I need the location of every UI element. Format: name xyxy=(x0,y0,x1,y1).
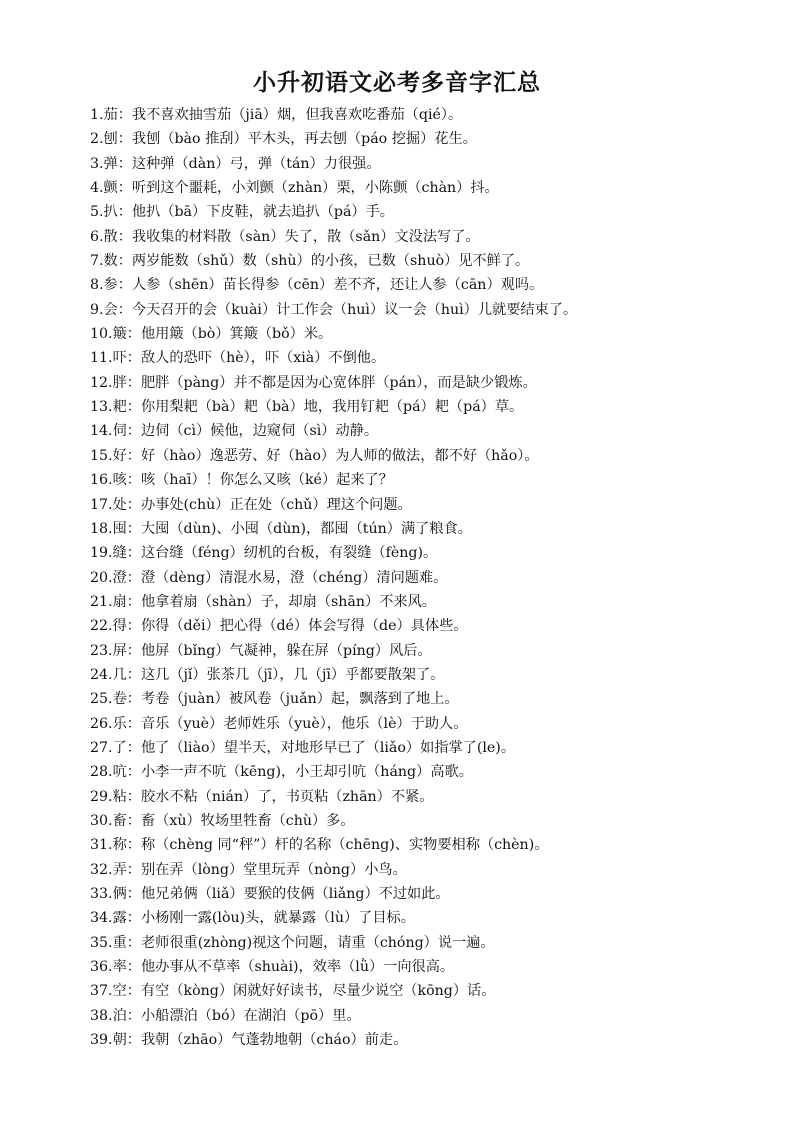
list-item: 28.吭：小李一声不吭（kēng)，小王却引吭（háng）高歌。 xyxy=(90,764,473,781)
list-item: 7.数：两岁能数（shǔ）数（shù）的小孩，已数（shuò）见不鲜了。 xyxy=(90,253,530,270)
polyphone-list xyxy=(90,103,770,1052)
list-item: 16.咳：咳（haī）！你怎么又咳（ké）起来了？ xyxy=(90,472,393,489)
list-item: 34.露：小杨刚一露(lòu)头，就暴露（lù）了目标。 xyxy=(90,910,415,927)
list-item: 19.缝：这台缝（féng）纫机的台板，有裂缝（fèng)。 xyxy=(90,545,438,562)
list-item: 9.会：今天召开的会（kuài）计工作会（huì）议一会（huì）儿就要结束了。 xyxy=(90,301,578,318)
list-item: 2.刨：我刨（bào 推刮）平木头，再去刨（páo 挖掘）花生。 xyxy=(90,131,477,148)
list-item: 12.胖：肥胖（pàng）并不都是因为心宽体胖（pán），而是缺少锻炼。 xyxy=(90,374,537,391)
list-item: 39.朝：我朝（zhāo）气蓬勃地朝（cháo）前走。 xyxy=(90,1032,408,1049)
list-item: 32.弄：别在弄（lòng）堂里玩弄（nòng）小鸟。 xyxy=(90,861,407,878)
list-item: 38.泊：小船漂泊（bó）在湖泊（pō）里。 xyxy=(90,1007,361,1024)
list-item: 31.称：称（chèng 同“秤”）杆的名称（chēng)、实物要相称（chèn)。 xyxy=(90,837,549,854)
list-item: 21.扇：他拿着扇（shàn）子，却扇（shān）不来风。 xyxy=(90,593,436,610)
list-item: 4.颤：听到这个噩耗，小刘颤（zhàn）栗，小陈颤（chàn）抖。 xyxy=(90,180,499,197)
list-item: 14.伺：边伺（cì）候他，边窥伺（sì）动静。 xyxy=(90,423,379,440)
list-item: 1.茄：我不喜欢抽雪茄（jiā）烟，但我喜欢吃番茄（qié）。 xyxy=(90,107,463,123)
list-item: 35.重：老师很重(zhòng)视这个问题，请重（chóng）说一遍。 xyxy=(90,934,495,951)
page-title: 小升初语文必考多音字汇总 xyxy=(253,70,541,96)
list-item: 10.簸：他用簸（bò）箕簸（bǒ）米。 xyxy=(90,326,333,343)
list-item: 18.囤：大囤（dùn)、小囤（dùn)，都囤（tún）满了粮食。 xyxy=(90,520,472,537)
list-item: 20.澄：澄（dèng）清混水易，澄（chéng）清问题难。 xyxy=(90,569,448,586)
list-item: 29.粘：胶水不粘（nián）了，书页粘（zhān）不紧。 xyxy=(90,788,434,805)
list-item: 5.扒：他扒（bā）下皮鞋，就去追扒（pá）手。 xyxy=(90,204,394,221)
list-item: 15.好：好（hào）逸恶劳、好（hào）为人师的做法，都不好（hǎo）。 xyxy=(90,447,539,464)
list-item: 33.俩：他兄弟俩（liǎ）要猴的伎俩（liǎng）不过如此。 xyxy=(90,886,450,902)
list-item: 36.率：他办事从不草率（shuài)，效率（lǜ）一向很高。 xyxy=(90,959,455,976)
list-item: 24.几：这几（jǐ）张茶几（jī），几（jī）乎都要散架了。 xyxy=(90,666,445,683)
list-item: 23.屏：他屏（bǐng）气凝神，躲在屏（píng）风后。 xyxy=(90,642,432,659)
list-item: 11.吓：敌人的恐吓（hè），吓（xià）不倒他。 xyxy=(90,350,386,367)
list-item: 13.耙：你用梨耙（bà）耙（bà）地，我用钉耙（pá）耙（pá）草。 xyxy=(90,399,524,416)
list-item: 17.处：办事处(chù）正在处（chǔ）理这个问题。 xyxy=(90,496,412,513)
list-item: 3.弹：这种弹（dàn）弓，弹（tán）力很强。 xyxy=(90,155,381,172)
list-item: 6.散：我收集的材料散（sàn）失了，散（sǎn）文没法写了。 xyxy=(90,228,480,245)
list-item: 37.空：有空（kòng）闲就好好读书，尽量少说空（kōng）话。 xyxy=(90,983,496,1000)
list-item: 8.参：人参（shēn）苗长得参（cēn）差不齐，还让人参（cān）观吗。 xyxy=(90,277,544,294)
list-item: 27.了：他了（liào）望半天，对地形早已了（liǎo）如指掌了(le)。 xyxy=(90,739,516,756)
list-item: 22.得：你得（děi）把心得（dé）体会写得（de）具体些。 xyxy=(90,618,468,635)
list-item: 30.畜：畜（xù）牧场里牲畜（chù）多。 xyxy=(90,812,355,829)
list-item: 26.乐：音乐（yuè）老师姓乐（yuè），他乐（lè）于助人。 xyxy=(90,715,468,732)
list-item: 25.卷：考卷（juàn）被风卷（juǎn）起，飘落到了地上。 xyxy=(90,691,459,708)
